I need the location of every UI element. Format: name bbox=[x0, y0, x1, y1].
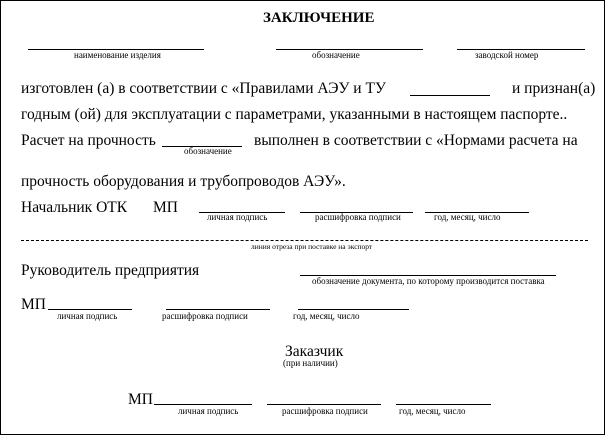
enterprise-signature-caption: личная подпись bbox=[57, 311, 118, 321]
enterprise-decoding-line bbox=[166, 309, 270, 310]
customer-subtitle: (при наличии) bbox=[283, 358, 338, 368]
cut-line bbox=[21, 240, 588, 241]
body-line-3a: Расчет на прочность bbox=[21, 132, 156, 149]
body-line-1a: изготовлен (а) в соответствии с «Правилами АЭУ и ТУ bbox=[21, 80, 386, 97]
customer-title: Заказчик bbox=[285, 343, 344, 360]
designation-caption: обозначение bbox=[312, 50, 360, 60]
otk-mp-label: МП bbox=[153, 199, 178, 216]
otk-date-caption: год, месяц, число bbox=[434, 212, 501, 222]
otk-head-label: Начальник ОТК bbox=[21, 199, 128, 216]
body-line-2: годным (ой) для эксплуатации с параметрами, указанными в настоящем паспорте.. bbox=[21, 106, 568, 123]
calc-designation-caption: обозначение bbox=[184, 146, 232, 156]
customer-signature-line bbox=[154, 404, 252, 405]
body-line-4: прочность оборудования и трубопроводов АЭУ». bbox=[21, 173, 346, 190]
enterprise-head-label: Руководитель предприятия bbox=[21, 262, 200, 279]
customer-date-caption: год, месяц, число bbox=[399, 406, 466, 416]
customer-mp-label: МП bbox=[128, 391, 153, 408]
customer-date-line bbox=[396, 404, 491, 405]
enterprise-signature-line bbox=[48, 309, 132, 310]
enterprise-decoding-caption: расшифровка подписи bbox=[162, 311, 248, 321]
enterprise-doc-caption: обозначение документа, по которому производится поставка bbox=[312, 276, 545, 286]
body-line-3b: выполнен в соответствии с «Нормами расчета на bbox=[254, 132, 578, 149]
enterprise-date-line bbox=[298, 309, 409, 310]
customer-decoding-line bbox=[267, 404, 381, 405]
cut-line-caption: линия отреза при поставке на экспорт bbox=[251, 242, 373, 251]
otk-decoding-caption: расшифровка подписи bbox=[315, 212, 401, 222]
product-name-caption: наименование изделия bbox=[74, 50, 161, 60]
body-line-1b: и признан(а) bbox=[512, 80, 596, 97]
enterprise-mp-label: МП bbox=[21, 296, 46, 313]
otk-signature-caption: личная подпись bbox=[207, 212, 268, 222]
form-title: ЗАКЛЮЧЕНИЕ bbox=[263, 10, 375, 26]
enterprise-date-caption: год, месяц, число bbox=[293, 311, 360, 321]
serial-number-caption: заводской номер bbox=[475, 50, 539, 60]
customer-decoding-caption: расшифровка подписи bbox=[282, 406, 368, 416]
customer-signature-caption: личная подпись bbox=[178, 406, 239, 416]
tu-blank-line bbox=[410, 95, 490, 96]
